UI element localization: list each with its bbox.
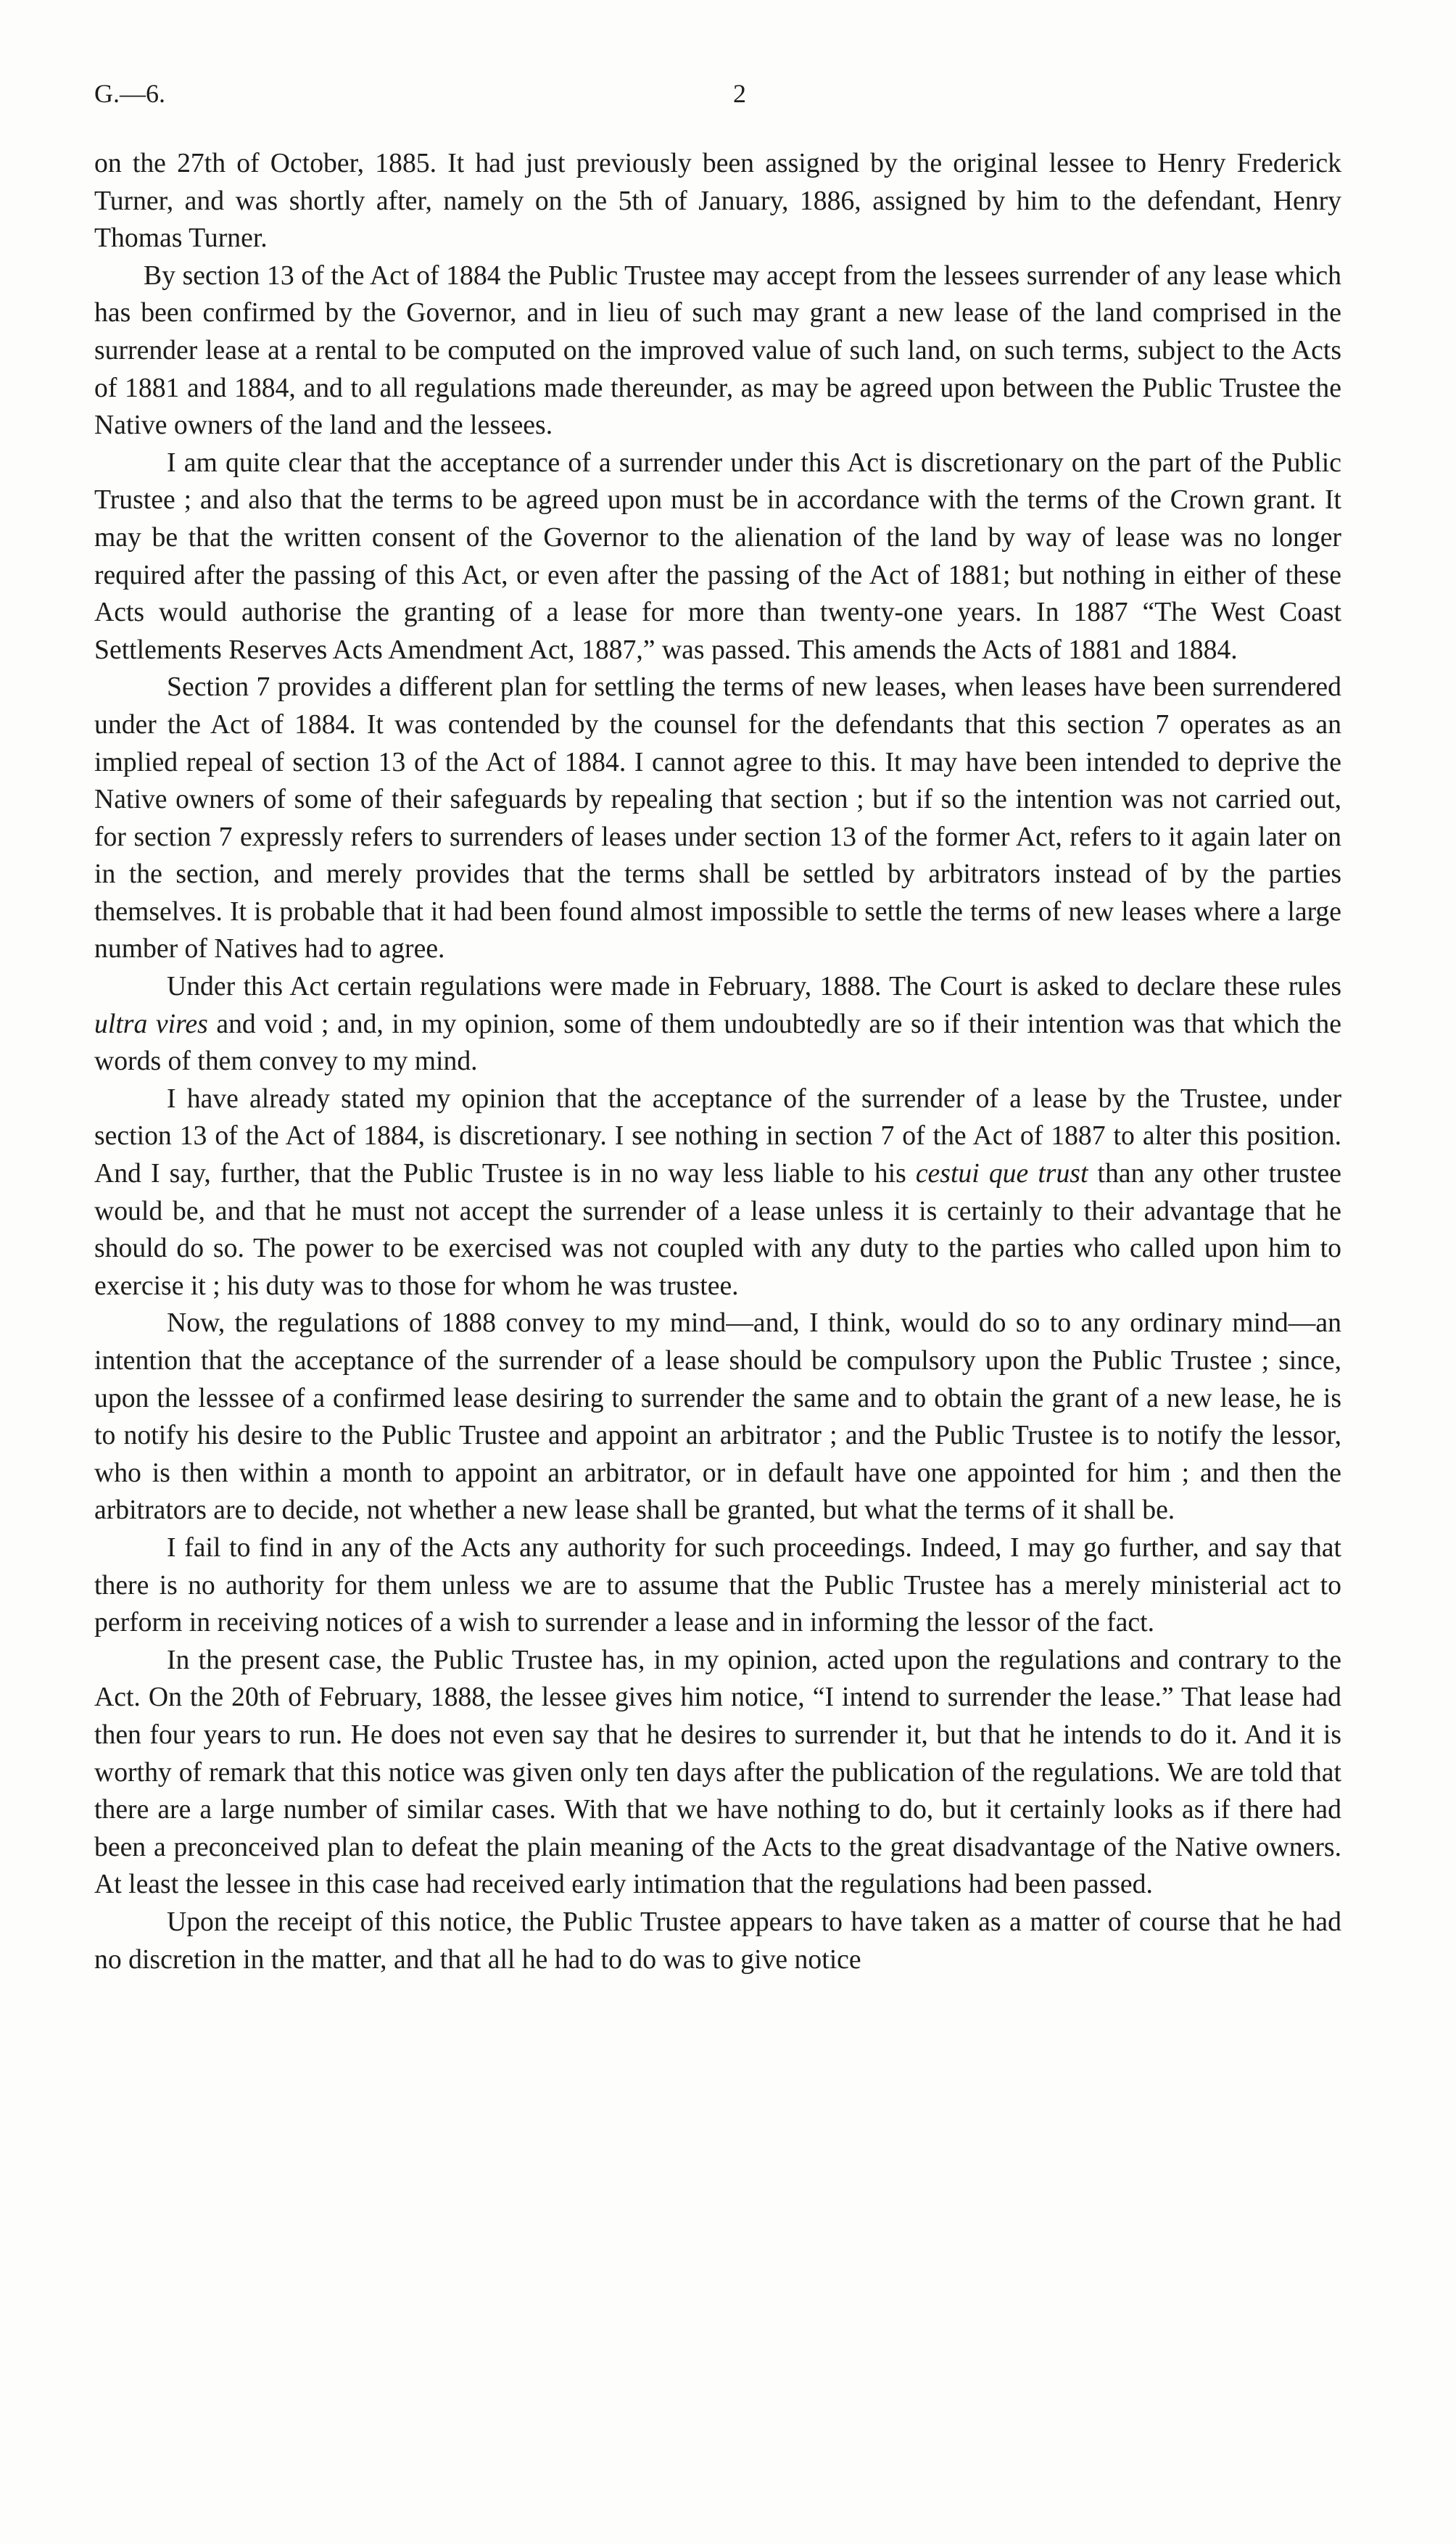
paragraph-10 (94, 1904, 1341, 1978)
paragraph-3 (94, 445, 1341, 669)
text-run: on the 27th of October, 1885. It had just previously been assigned by the original lessee to Henry Frederick Turner, and was shortly after, namely on the 5th of January, 1886, assigned by him to the defendant, Henry Thomas Turner. (94, 148, 1341, 254)
body-text (94, 145, 1341, 1978)
paragraph-6 (94, 1081, 1341, 1305)
paragraph-8 (94, 1529, 1341, 1642)
text-run: Section 7 provides a different plan for settling the terms of new leases, when leases have been surrendered under the Act of 1884. It was contended by the counsel for the defendants that this section 7 operates as an implied repeal of section 13 of the Act of 1884. I cannot agree to this. It may have been intended to deprive the Native owners of some of their safeguards by repealing that section ; but if so the intention was not carried out, for section 7 expressly refers to surrenders of leases under section 13 of the former Act, refers to it again later on in the section, and merely provides that the terms shall be settled by arbitrators instead of by the parties themselves. It is probable that it had been found almost impossible to settle the terms of new leases where a large number of Natives had to agree. (94, 672, 1341, 965)
text-run: Upon the receipt of this notice, the Public Trustee appears to have taken as a matter of course that he had no discretion in the matter, and that all he had to do was to give notice (94, 1906, 1341, 1975)
paragraph-9 (94, 1642, 1341, 1904)
text-run: I have already stated my opinion that the acceptance of the surrender of a lease by the Trustee, under section 13 of the Act of 1884, is discretionary. I see nothing in section 7 of the Act of 1887 to alter this position. And I say, further, that the Public Trustee is in no way less liable to his (94, 1083, 1341, 1189)
text-run: I am quite clear that the acceptance of a surrender under this Act is discretionary on the part of the Public Trustee ; and also that the terms to be agreed upon must be in accordance with the terms of the Crown grant. It may be that the written consent of the Governor to the alienation of the land by way of lease was no longer required after the passing of this Act, or even after the passing of the Act of 1881; but nothing in either of these Acts would authorise the granting of a lease for more than twenty-one years. In 1887 “The West Coast Settlements Reserves Acts Amendment Act, 1887,” was passed. This amends the Acts of 1881 and 1884. (94, 447, 1341, 665)
text-run: Now, the regulations of 1888 convey to my mind—and, I think, would do so to any ordinary mind—an intention that the acceptance of the surrender of a lease should be compulsory upon the Public Trustee ; since, upon the lesssee of a confirmed lease desiring to surrender the same and to obtain the grant of a new lease, he is to notify his desire to the Public Trustee and appoint an arbitrator ; and the Public Trustee is to notify the lessor, who is then within a month to appoint an arbitrator, or in default have one appointed for him ; and then the arbitrators are to decide, not whether a new lease shall be granted, but what the terms of it shall be. (94, 1308, 1341, 1526)
text-run: By section 13 of the Act of 1884 the Public Trustee may accept from the lessees surrender of any lease which has been confirmed by the Governor, and in lieu of such may grant a new lease of the land comprised in the surrender lease at a rental to be computed on the improved value of such land, on such terms, subject to the Acts of 1881 and 1884, and to all regulations made thereunder, as may be agreed upon between the Public Trustee the Native owners of the land and the lessees. (94, 260, 1341, 441)
text-run: and void ; and, in my opinion, some of them undoubtedly are so if their intention was that which the words of them convey to my mind. (94, 1008, 1341, 1077)
italic-phrase: ultra vires (94, 1008, 208, 1039)
page-header (94, 78, 1341, 115)
paragraph-7 (94, 1305, 1341, 1529)
document-reference: G.—6. (94, 79, 165, 108)
paragraph-4 (94, 669, 1341, 968)
text-run: I fail to find in any of the Acts any authority for such proceedings. Indeed, I may go further, and say that there is no authority for them unless we are to assume that the Public Trustee has a merely ministerial act to perform in receiving notices of a wish to surrender a lease and in informing the lessor of the fact. (94, 1532, 1341, 1638)
text-run: Under this Act certain regulations were made in February, 1888. The Court is asked to declare these rules (167, 971, 1341, 1002)
paragraph-1 (94, 145, 1341, 257)
italic-phrase: cestui que trust (915, 1158, 1088, 1189)
text-run: In the present case, the Public Trustee has, in my opinion, acted upon the regulations and contrary to the Act. On the 20th of February, 1888, the lessee gives him notice, “I intend to surrender the lease.” That lease had then four years to run. He does not even say that he desires to surrender it, but that he intends to do it. And it is worthy of remark that this notice was given only ten days after the publication of the regulations. We are told that there are a large number of similar cases. With that we have nothing to do, but it certainly looks as if there had been a preconceived plan to defeat the plain meaning of the Acts to the great disadvantage of the Native owners. At least the lessee in this case had received early intimation that the regulations had been passed. (94, 1644, 1341, 1900)
paragraph-2 (94, 257, 1341, 445)
page-number: 2 (733, 79, 746, 108)
text-run: than any other trustee would be, and that he must not accept the surrender of a lease unless it is certainly to their advantage that he should do so. The power to be exercised was not coupled with any duty to the parties who called upon him to exercise it ; his duty was to those for whom he was trustee. (94, 1158, 1341, 1301)
paragraph-5 (94, 968, 1341, 1081)
